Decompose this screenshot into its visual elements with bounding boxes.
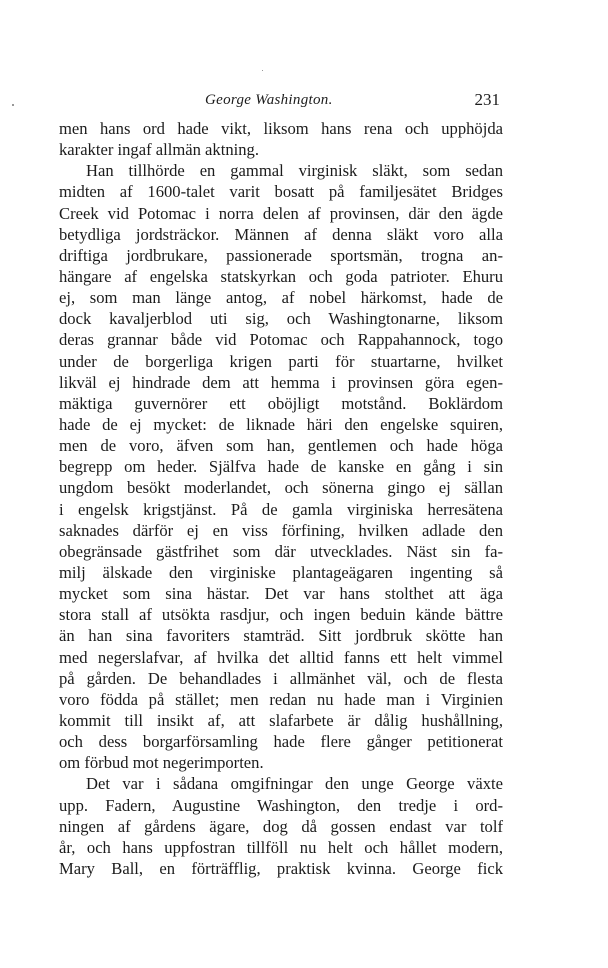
text-line: men de voro, äfven som han, gentlemen och hade höga <box>59 436 503 456</box>
text-line: ej, som man länge antog, af nobel härkomst, hade de <box>59 288 503 308</box>
running-title: George Washington. <box>205 92 333 108</box>
body-text <box>59 118 503 879</box>
text-line: på gården. De behandlades i allmänhet väl, och de flesta <box>59 668 503 688</box>
text-line: ningen af gårdens ägare, dog då gossen endast var tolf <box>59 816 503 836</box>
text-line: voro födda på stället; men redan nu hade man i Virginien <box>59 689 503 709</box>
text-line: Mary Ball, en förträfflig, praktisk kvinna. George fick <box>59 858 503 878</box>
text-line: begrepp om heder. Själfva hade de kanske en gång i sin <box>59 457 503 477</box>
text-line: Det var i sådana omgifningar den unge George växte <box>86 774 503 794</box>
text-line: mycket som sina hästar. Det var hans stolthet att äga <box>59 584 503 604</box>
text-line: saknades därför ej en viss förfining, hvilken adlade den <box>59 520 503 540</box>
text-line: Creek vid Potomac i norra delen af provinsen, där den ägde <box>59 203 503 223</box>
text-line: Han tillhörde en gammal virginisk släkt, som sedan <box>86 161 503 181</box>
paper-speck <box>12 104 14 106</box>
text-line: mäktiga guvernörer ett oböjligt motstånd. Boklärdom <box>59 393 503 413</box>
text-line: midten af 1600-talet varit bosatt på familjesätet Bridges <box>59 182 503 202</box>
text-line: år, och hans uppfostran tillföll nu helt och hållet modern, <box>59 837 503 857</box>
paper-speck <box>262 70 263 71</box>
text-line: obegränsade gästfrihet som där utvecklades. Näst sin fa- <box>59 541 503 561</box>
page-number: 231 <box>474 90 500 109</box>
text-line: men hans ord hade vikt, liksom hans rena och upphöjda <box>59 119 503 138</box>
text-line: milj älskade den virginiske plantageägaren ingenting så <box>59 562 503 582</box>
running-head <box>60 90 500 112</box>
text-line: under de borgerliga krigen parti för stuartarne, hvilket <box>59 351 503 371</box>
text-line: deras grannar både vid Potomac och Rappahannock, togo <box>59 330 503 350</box>
text-line: betydliga jordsträckor. Männen af denna släkt voro alla <box>59 224 503 244</box>
text-line: driftiga jordbrukare, passionerade sportsmän, trogna an- <box>59 245 503 265</box>
text-line: likväl ej hindrade dem att hemma i provinsen göra egen- <box>59 372 503 392</box>
text-line: och dess borgarförsamling hade flere gånger petitionerat <box>59 732 503 752</box>
text-line: än han sina favoriters stamträd. Sitt jordbruk skötte han <box>59 626 503 646</box>
text-line: stora stall af utsökta rasdjur, och ingen beduin kände bättre <box>59 605 503 625</box>
text-line: hängare af engelska statskyrkan och goda patrioter. Ehuru <box>59 266 503 286</box>
text-line: dock kavaljerblod uti sig, och Washingtonarne, liksom <box>59 309 503 329</box>
text-line: i engelsk krigstjänst. På de gamla virginiska herresätena <box>59 499 503 519</box>
text-line: ungdom besökt moderlandet, och sönerna gingo ej sällan <box>59 478 503 498</box>
text-line: kommit till insikt af, att slafarbete är dålig hushållning, <box>59 710 503 730</box>
text-line: karakter ingaf allmän aktning. <box>59 140 259 160</box>
text-line: upp. Fadern, Augustine Washington, den tredje i ord- <box>59 795 503 815</box>
text-line: hade de ej mycket: de liknade häri den engelske squiren, <box>59 414 503 434</box>
text-line: om förbud mot negerimporten. <box>59 753 264 773</box>
text-line: med negerslafvar, af hvilka det alltid fanns ett helt vimmel <box>59 647 503 667</box>
